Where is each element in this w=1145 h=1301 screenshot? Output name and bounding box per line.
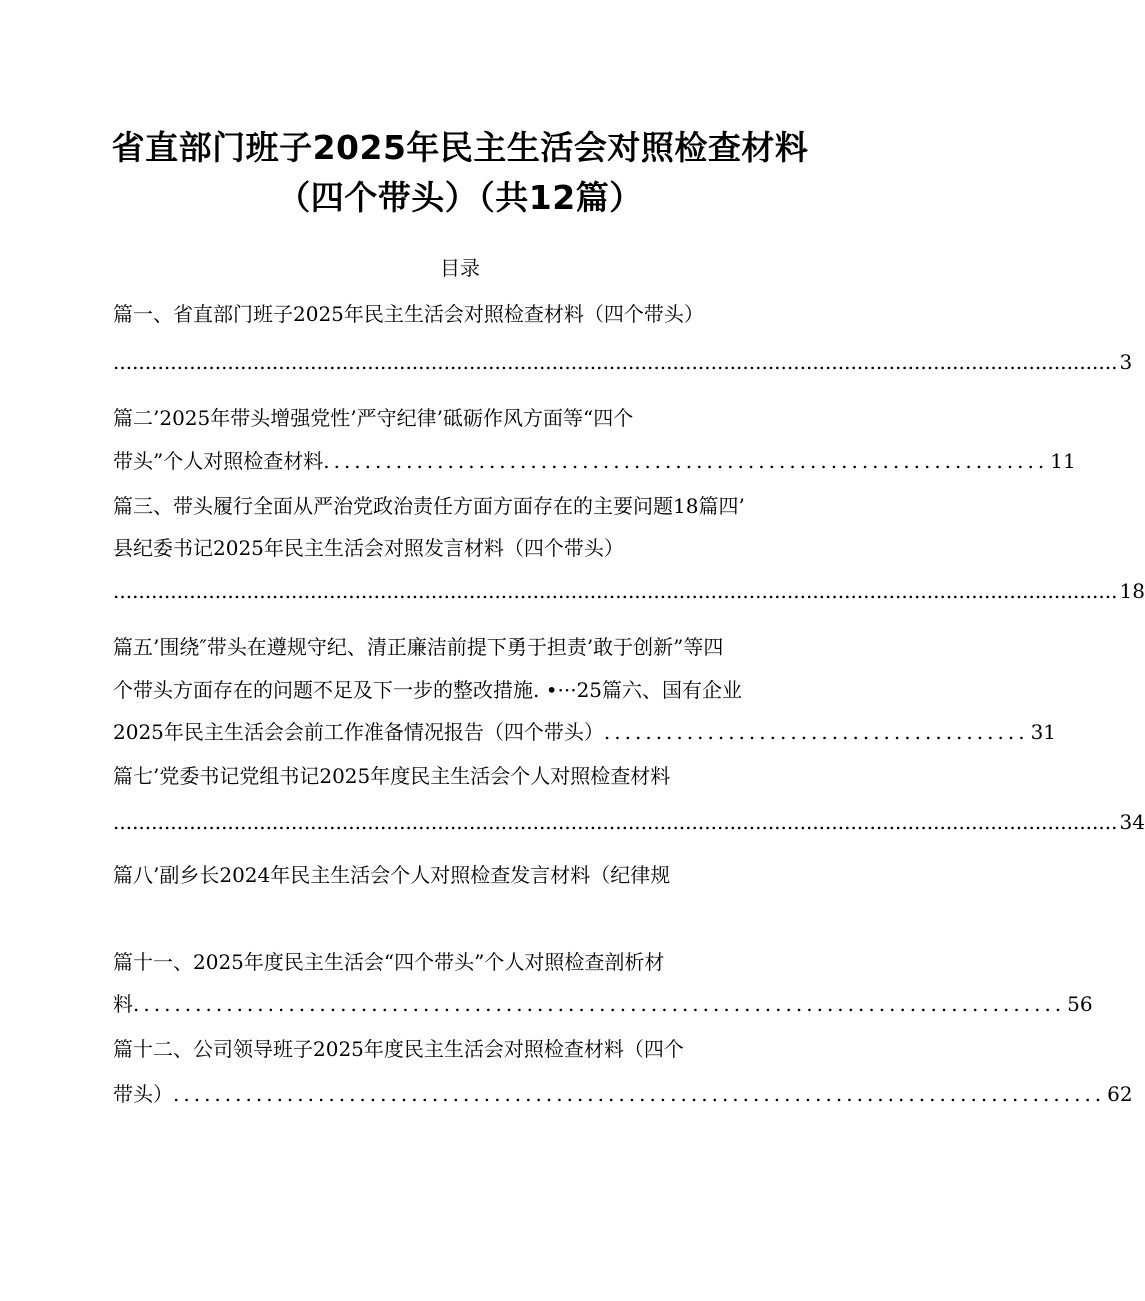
toc-entry-2-text: 篇二’2025年带头增强党性’严守纪律’砥砺作风方面等“四个: [113, 406, 634, 430]
toc-entry-11-leader: [113, 990, 1093, 1018]
toc-entry-1-text: 篇一、省直部门班子2025年民主生活会对照检查材料（四个带头）: [113, 302, 704, 326]
dot-leader: ..............................................................................................................................................................: [113, 350, 1118, 374]
toc-entry-6-leader: [113, 718, 1057, 746]
dot-leader: ..........................................................................................: [133, 992, 1066, 1016]
toc-entry-7-page: 34: [1119, 810, 1145, 834]
toc-entry-11-text-cont: 料: [113, 992, 133, 1016]
dot-leader: .........................................: [603, 720, 1029, 744]
toc-entry-12-text: 篇十二、公司领导班子2025年度民主生活会对照检查材料（四个: [113, 1037, 684, 1061]
toc-entry-3-text: 篇三、带头履行全面从严治党政治责任方面方面存在的主要问题18篇四’: [113, 494, 745, 518]
toc-entry-5-text: 篇五’围绕″带头在遵规守纪、清正廉洁前提下勇于担责’敢于创新”等四: [113, 635, 724, 659]
toc-entry-8-text: 篇八’副乡长2024年民主生活会个人对照检查发言材料（纪律规: [113, 863, 671, 887]
toc-entry-6-page: 31: [1030, 720, 1057, 744]
dot-leader: ..........................................................................................: [173, 1082, 1106, 1106]
toc-entry-7-text: 篇七’党委书记党组书记2025年度民主生活会个人对照检查材料: [113, 764, 671, 788]
toc-entry-4-page: 18: [1119, 579, 1145, 603]
toc-entry-11-text: 篇十一、2025年度民主生活会“四个带头”个人对照检查剖析材: [113, 950, 665, 974]
dot-leader: ..............................................................................................................................................................: [113, 579, 1118, 603]
toc-entry-6-text: 2025年民主生活会会前工作准备情况报告（四个带头）: [113, 720, 604, 744]
document-title-line2: （四个带头）（共12篇）: [277, 178, 643, 217]
toc-entry-2-leader: [113, 447, 1076, 475]
toc-entry-12-text-cont: 带头）: [113, 1082, 173, 1106]
toc-heading: 目录: [440, 256, 480, 280]
toc-entry-1-page: 3: [1119, 350, 1133, 374]
toc-entry-1-leader: [113, 348, 1133, 376]
toc-entry-4-leader: [113, 577, 1145, 605]
toc-entry-12-leader: [113, 1080, 1133, 1108]
toc-entry-7-leader: [113, 808, 1145, 836]
dot-leader: ......................................................................: [323, 449, 1049, 473]
toc-entry-4-text: 县纪委书记2025年民主生活会对照发言材料（四个带头）: [113, 536, 624, 560]
toc-entry-11-page: 56: [1067, 992, 1093, 1016]
document-title-line1: 省直部门班子2025年民主生活会对照检查材料: [111, 128, 809, 167]
dot-leader: ..............................................................................................................................................................: [113, 810, 1118, 834]
toc-entry-2-page: 11: [1050, 449, 1076, 473]
toc-entry-2-text-cont: 带头”个人对照检查材料: [113, 449, 324, 473]
toc-entry-12-page: 62: [1107, 1082, 1133, 1106]
toc-entry-5-text-cont: 个带头方面存在的问题不足及下一步的整改措施. •···25篇六、国有企业: [113, 678, 743, 702]
